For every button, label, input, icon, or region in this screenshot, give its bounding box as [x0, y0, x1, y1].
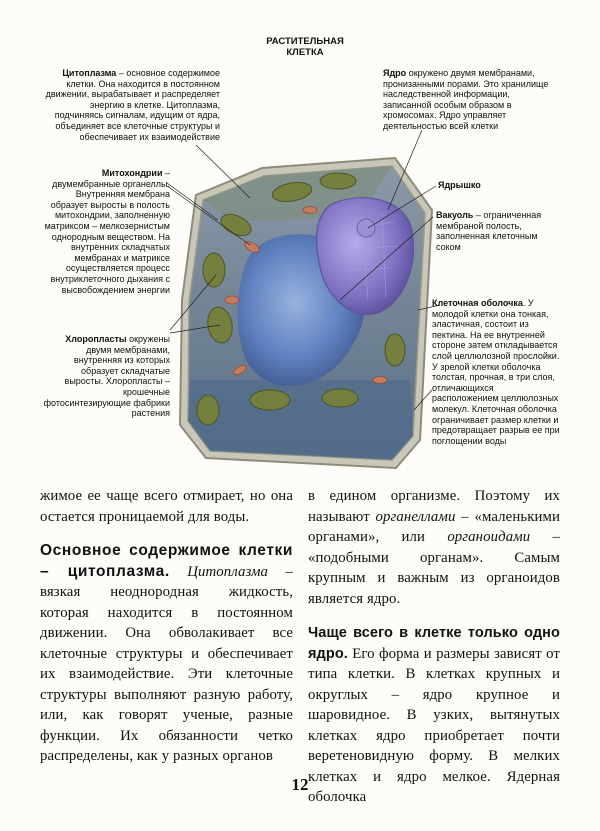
organoids-term: органоидами	[447, 529, 531, 545]
annotation-chloroplasts	[40, 334, 170, 419]
annotation-cytoplasm-text: – основное содержимое клетки. Она находится в постоянном движении, вырабатывает и распределяет энергию в клетке. Цитоплазма, подчиняясь сигналам, идущим от ядра, объединяет все клеточные структуры и обеспечивает их взаимодействие	[45, 68, 220, 142]
organelles-term: органеллами	[375, 508, 456, 525]
left-main-paragraph	[40, 541, 293, 767]
annotation-cytoplasm-term: Цитоплазма	[62, 68, 117, 78]
nucleus-body: Его форма и размеры зависят от типа клетки. В клетках крупных и округлых – ядро крупное и шаровидное. В узких, вытянутых клетках ядро приобретает почти веретеновидную форму. В мелких клетках и ядро мелкое. Ядерная оболочка	[308, 645, 560, 805]
nucleus-heading: Чаще всего в клетке только одно ядро.	[308, 625, 560, 662]
annotation-vacuole-term: Вакуоль	[436, 210, 474, 220]
annotation-cytoplasm	[40, 68, 220, 142]
annotation-nucleus	[383, 68, 558, 132]
cytoplasm-term: Цитоплазма	[187, 563, 269, 580]
annotation-vacuole-text: – ограниченная мембраной полость, заполненная клеточным соком	[436, 210, 542, 252]
right-p1-mid: – «маленькими органами», или	[308, 508, 560, 545]
annotation-nucleus-text: окружено двумя мембранами, пронизанными порами. Это хранилище наследственной информации, записанной особым образом в хромосомах. Ядро управляет деятельностью всей клетки	[383, 68, 549, 131]
annotation-nucleolus	[438, 180, 538, 191]
annotation-mitochondria	[40, 168, 170, 295]
annotation-cell-wall-text: . У молодой клетки она тонкая, эластичная, состоит из пектина. На ее внутренней стороне затем откладывается слой целлюлозной прослойки. У зрелой клетки оболочка толстая, прочная, в три слоя, отличающихся расположением целлюлозных молекул. Клеточная оболочка ограничивает размер клетки и предотвращает разрыв ее при поглощении воды	[432, 298, 560, 446]
annotation-vacuole	[436, 210, 560, 252]
right-organelles-paragraph	[308, 486, 560, 609]
annotation-chloroplasts-term: Хлоропласты	[65, 334, 127, 344]
annotation-cell-wall	[432, 298, 560, 446]
cytoplasm-heading: Основное содержимое клетки – цитоплазма.	[40, 542, 293, 580]
cytoplasm-body: – вязкая неоднородная жидкость, которая находится в постоянном движении. Она обволакивает все клеточные структуры и обеспечивает их взаимодействие. Эти клеточные структуры выполняют разную работу, или, как говорят ученые, разные функции. Их обязанности четко распределены, как у разных органов	[40, 563, 293, 764]
page-number: 12	[291, 775, 309, 794]
left-column	[40, 486, 293, 767]
annotation-cell-wall-term: Клеточная оболочка	[432, 298, 523, 308]
figure-title-line-2: КЛЕТКА	[286, 47, 324, 58]
annotation-mitochondria-term: Митохондрии	[101, 168, 163, 178]
nucleolus	[357, 219, 375, 237]
annotation-nucleolus-term: Ядрышко	[438, 180, 481, 190]
annotation-nucleus-term: Ядро	[383, 68, 407, 78]
annotation-mitochondria-text: – двумембранные органеллы. Внутренняя мембрана образует выросты в полость митохондрии, заполненную матриксом – мелкозернистым однородным веществом. На внутренних складчатых мембранах и матриксе осуществляется процесс внутриклеточного дыхания с высвобождением энергии	[44, 168, 170, 295]
right-p1-end: – «подобными органам». Самым крупным и важным из органоидов является ядро.	[308, 529, 560, 607]
right-p1-start: в едином организме. Поэтому их называют	[308, 488, 560, 525]
annotation-chloroplasts-text: окружены двумя мембранами, внутренняя из которых образует складчатые выросты. Хлоропласты – крошечные фотосинтезирующие фабрики растения	[43, 334, 170, 419]
right-column	[308, 486, 560, 808]
figure-title-line-1: РАСТИТЕЛЬНАЯ	[266, 36, 344, 47]
left-intro-paragraph: жимое ее чаще всего отмирает, но она остается проницаемой для воды.	[40, 488, 293, 525]
right-nucleus-paragraph	[308, 623, 560, 808]
